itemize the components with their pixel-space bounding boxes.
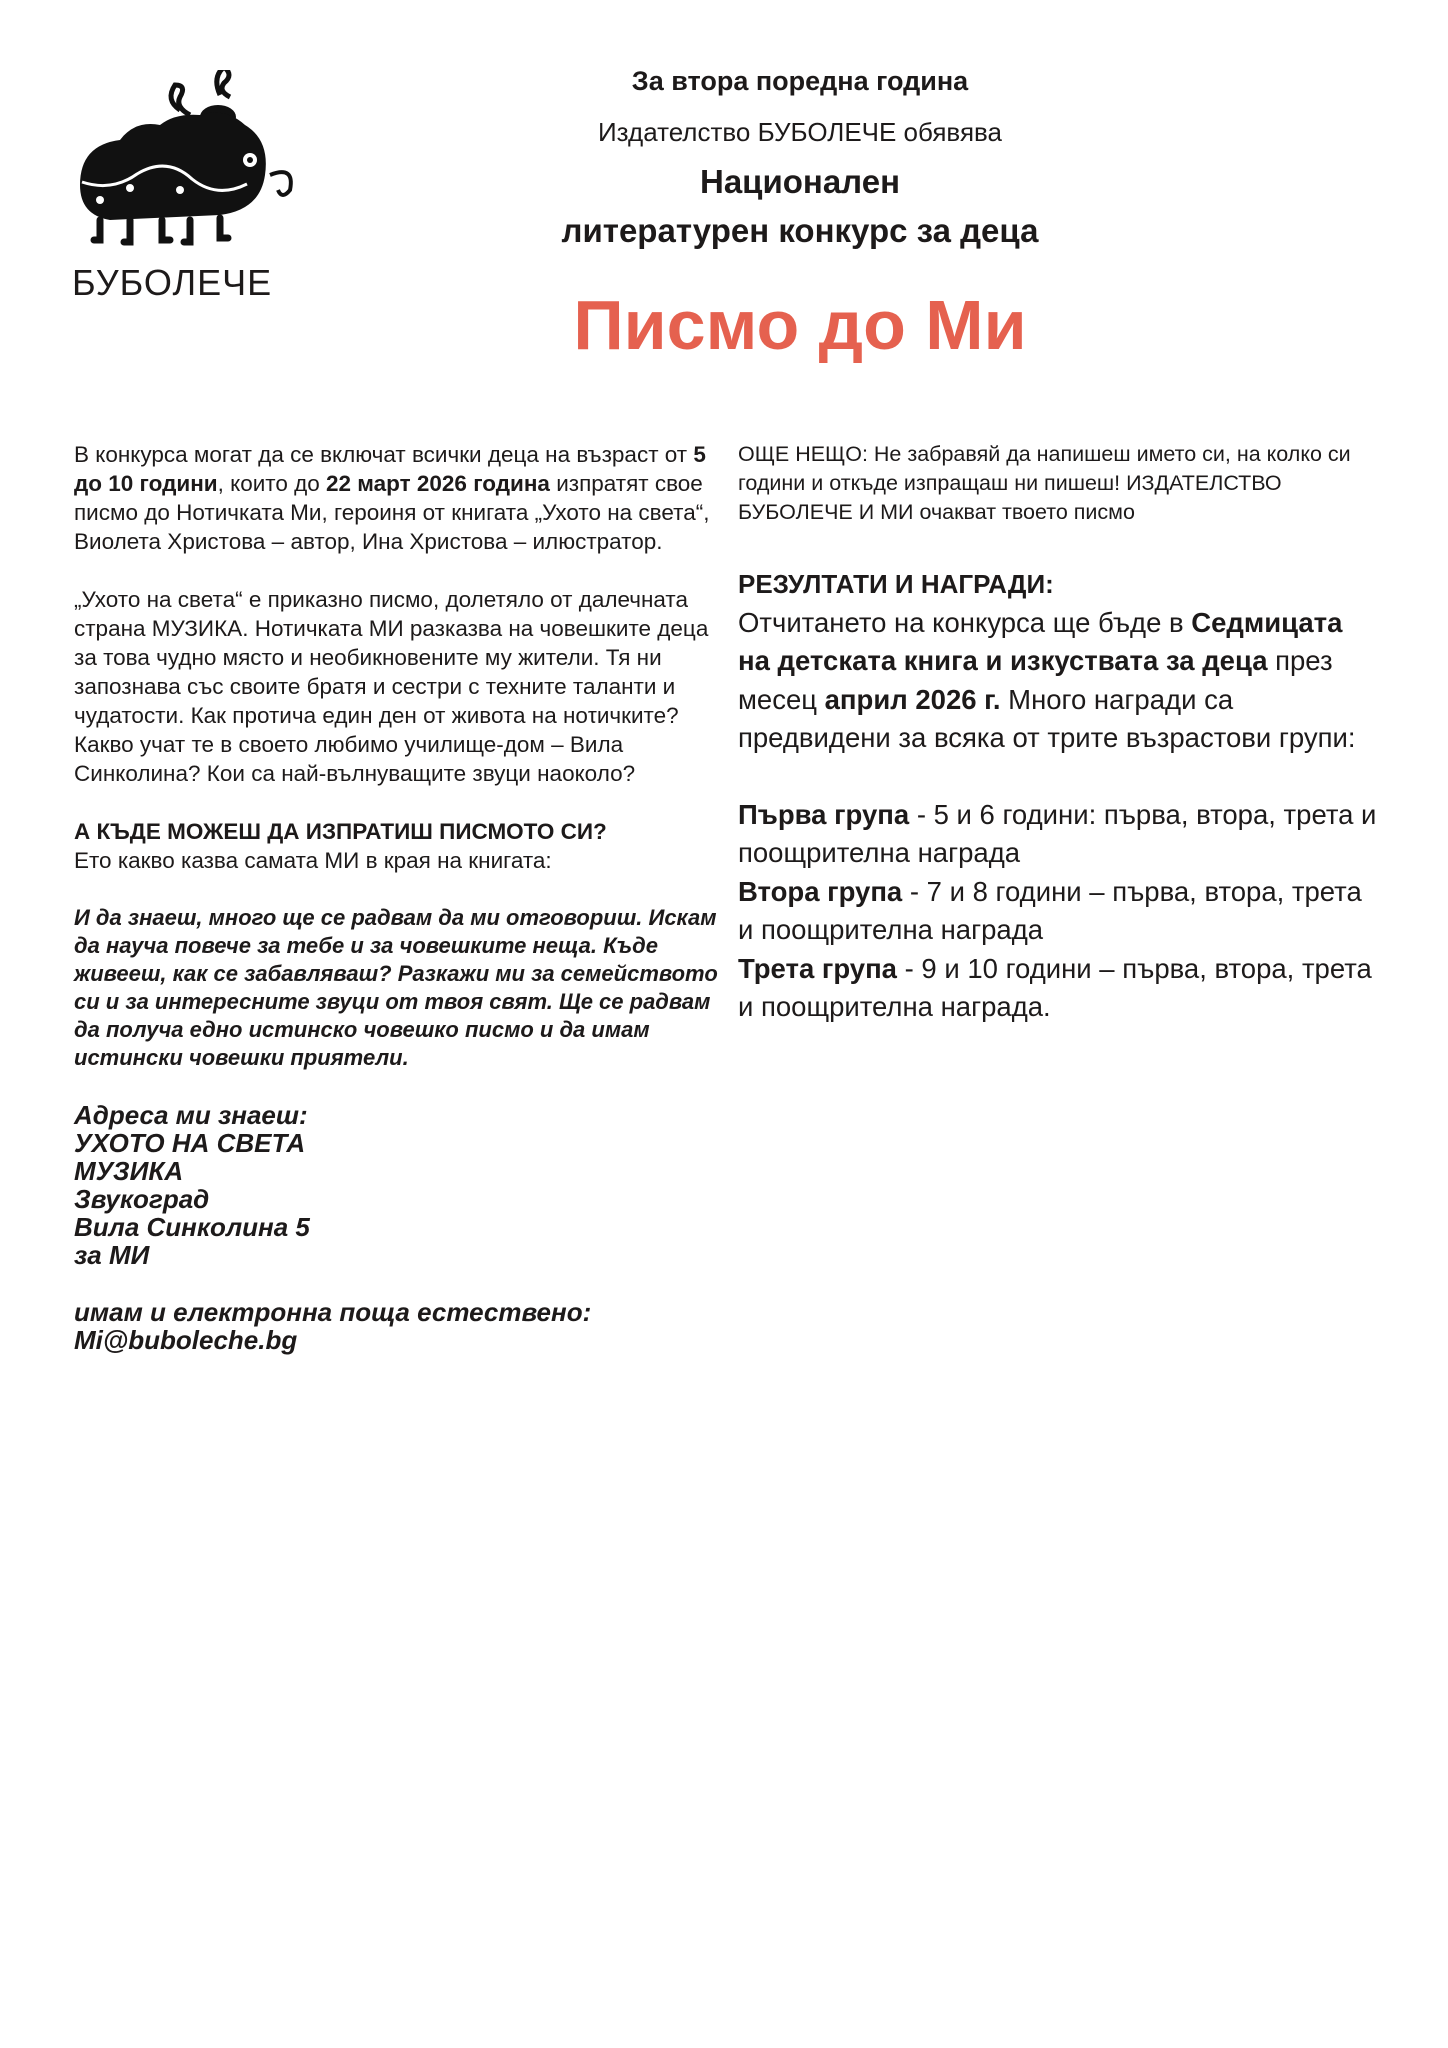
hat-brim (560, 1446, 1240, 1766)
where-heading: А КЪДЕ МОЖЕШ ДА ИЗПРАТИШ ПИСМОТО СИ? (74, 819, 607, 844)
header-line-3: Национален (699, 163, 900, 200)
buboleche-bug-logo-icon (70, 70, 310, 260)
email-link[interactable]: Mi@buboleche.bg (74, 1325, 298, 1355)
address-line: Адреса ми знаеш: (74, 1100, 308, 1130)
group-text: - 7 и 8 години – първа, втора, трета и поощрителна награда (738, 875, 1362, 945)
address-line: УХОТО НА СВЕТА (74, 1128, 306, 1158)
quote-paragraph: И да знаеш, много ще се радвам да ми отговориш. Искам да науча повече за тебе и за човешките неща. Къде живееш, как се забавляваш? Разкажи ми за семейството си и за интересните звуци от твоя свят. Ще се радвам да получа едно истинско човешко писмо и да имам истински човешки приятели. (74, 905, 718, 1070)
header-line-2: Издателство БУБОЛЕЧЕ обявява (597, 117, 1002, 147)
address-block (74, 1101, 724, 1354)
address-line: за МИ (74, 1240, 150, 1270)
results-paragraph (738, 604, 1378, 758)
address-line: Звукоград (74, 1184, 210, 1214)
address-line: МУЗИКА (74, 1156, 184, 1186)
group-name: Първа група (738, 798, 910, 830)
age-group-2 (738, 873, 1378, 950)
header-line-4: литературен конкурс за деца (561, 212, 1039, 249)
group-name: Трета група (738, 952, 897, 984)
results-section (738, 565, 1378, 1027)
results-text: Отчитането на конкурса ще бъде в (738, 606, 1192, 638)
book-paragraph: „Ухото на света“ е приказно писмо, долетяло от далечната страна МУЗИКА. Нотичката МИ разказва на човешките деца за това чудно място и необикновените му жители. Тя ни запознава със своите братя и сестри с техните таланти и чудатости. Как протича един ден от живота на ноτичките? Какво учат те в своето любимо училище-дом – Вила Синколина? Кои са най-вълнуващите звуци наоколо? (74, 587, 709, 786)
face (650, 1616, 1110, 2048)
red-spiral (1065, 1166, 1165, 1266)
results-text: Много награди са предвидени за всяка от трите възрастови групи: (738, 683, 1356, 753)
intro-age-range: 5 до 10 години (74, 442, 706, 496)
intro-paragraph (74, 440, 724, 556)
hair (558, 1535, 1130, 2048)
tree-trunk (1127, 1136, 1448, 2048)
age-group-3 (738, 950, 1378, 1027)
results-text: през месец (738, 645, 1333, 715)
results-heading: РЕЗУЛТАТИ И НАГРАДИ: (738, 569, 1054, 599)
intro-text: В конкурса могат да се включат всички деца на възраст от (74, 442, 694, 467)
intro-deadline: 22 март 2026 година (326, 471, 550, 496)
header-line-1: За втора поредна година (631, 66, 969, 96)
logo-brand-name: БУБОЛЕЧЕ (72, 262, 273, 303)
intro-text: , които до (217, 471, 327, 496)
results-event: Седмицата на детската книга и изкуствата за деца (738, 606, 1343, 676)
where-intro: Ето какво казва самата МИ в края на книгата: (74, 848, 552, 873)
right-column (738, 440, 1378, 1027)
intro-text: изпратят свое писмо до Нотичката Ми, героиня от книгата „Ухото на света“, Виолета Христова – автор, Ина Христова – илюстратор. (74, 471, 710, 554)
group-text: - 9 и 10 години – първа, втора, трета и поощрителна награда. (738, 952, 1372, 1022)
ear (672, 1758, 728, 1814)
page-title: Писмо до Ми (573, 286, 1027, 364)
left-column (74, 440, 724, 1354)
results-date: април 2026 г. (824, 683, 1001, 715)
email-label: имам и електронна поща естествено: (74, 1297, 592, 1327)
hat-crown (860, 1176, 1180, 1481)
group-name: Втора група (738, 875, 903, 907)
age-group-1 (738, 796, 1378, 873)
group-text: - 5 и 6 години: първа, втора, трета и поощрителна награда (738, 798, 1377, 868)
hand (1117, 1847, 1380, 2048)
address-line: Вила Синколина 5 (74, 1212, 310, 1242)
note-paragraph: ОЩЕ НЕЩО: Не забравяй да напишеш името си, на колко си години и откъде изпращаш ни пишеш! ИЗДАТЕЛСТВО БУБОЛЕЧЕ И МИ очакват твоето писмо (738, 442, 1351, 524)
